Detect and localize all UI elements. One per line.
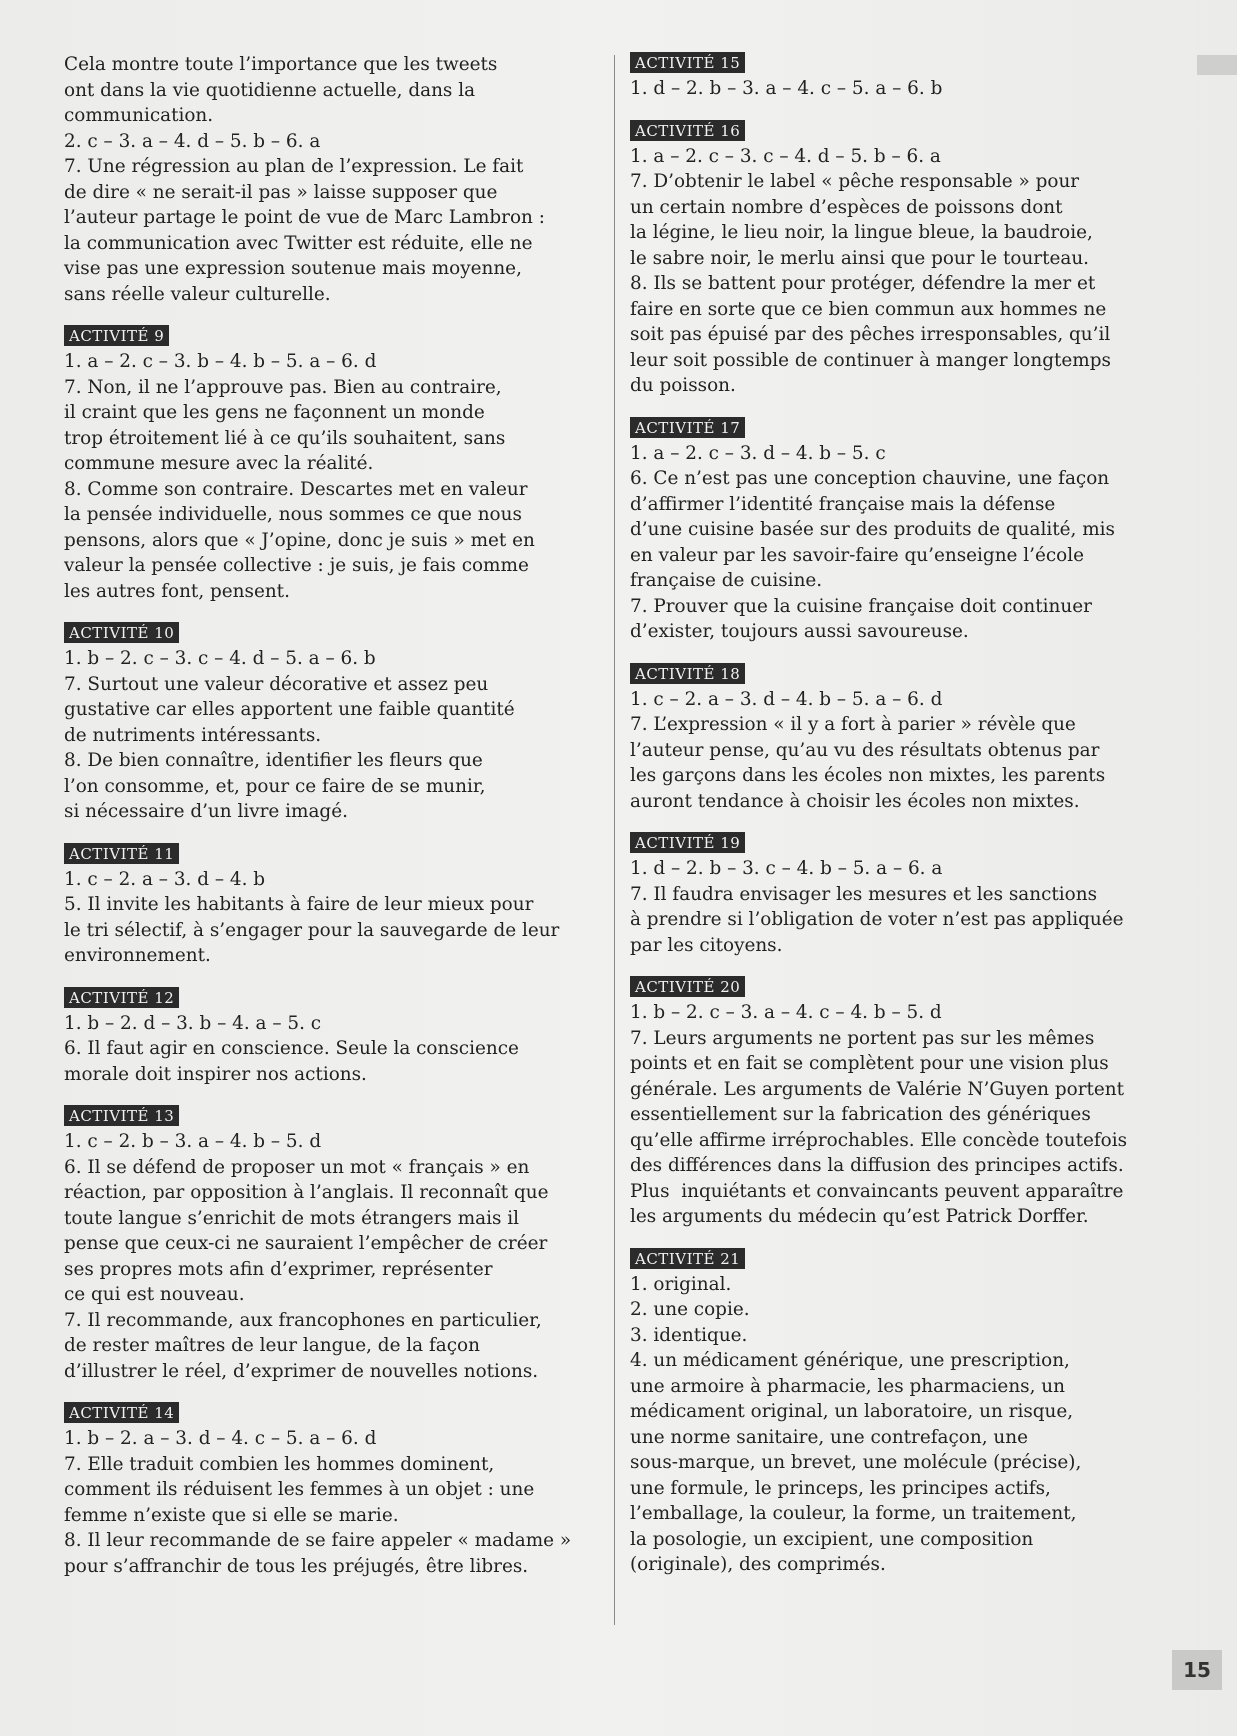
text-line: la légine, le lieu noir, la lingue bleue, la baudroie,: [630, 222, 1093, 243]
text-line: la communication avec Twitter est réduite, elle ne: [64, 232, 533, 254]
text-line: 7. Non, il ne l’approuve pas. Bien au contraire,: [64, 376, 502, 398]
activity-label: ACTIVITÉ 15: [630, 52, 745, 73]
activity-label: ACTIVITÉ 9: [64, 325, 169, 346]
text-line: environnement.: [64, 945, 211, 966]
text-line: 1. a – 2. c – 3. c – 4. d – 5. b – 6. a: [630, 145, 941, 167]
left-column: [64, 50, 604, 1597]
page-edge-mark: [1197, 55, 1237, 75]
text-line: 8. Il leur recommande de se faire appeler « madame »: [64, 1530, 572, 1551]
text-line: 1. b – 2. c – 3. a – 4. c – 4. b – 5. d: [630, 1002, 942, 1023]
text-line: 1. b – 2. a – 3. d – 4. c – 5. a – 6. d: [64, 1428, 377, 1449]
text-line: une formule, le princeps, les principes actifs,: [630, 1477, 1051, 1499]
text-line: commune mesure avec la réalité.: [64, 453, 374, 474]
right-column: [630, 50, 1150, 1596]
text-line: 4. un médicament générique, une prescription,: [630, 1350, 1070, 1371]
activity-label: ACTIVITÉ 14: [64, 1402, 179, 1423]
text-line: de rester maîtres de leur langue, de la façon: [64, 1335, 480, 1356]
text-line: 2. c – 3. a – 4. d – 5. b – 6. a: [64, 130, 321, 152]
text-line: points et en fait se complètent pour une vision plus: [630, 1053, 1109, 1074]
text-line: ont dans la vie quotidienne actuelle, dans la: [64, 79, 476, 101]
text-line: 8. De bien connaître, identifier les fleurs que: [64, 750, 483, 771]
activity-label: ACTIVITÉ 10: [64, 622, 179, 643]
text-line: par les citoyens.: [630, 934, 783, 956]
answer-block: [64, 987, 604, 1088]
text-line: 7. Une régression au plan de l’expression. Le fait: [64, 156, 524, 177]
text-line: sans réelle valeur culturelle.: [64, 283, 331, 305]
activity-label: ACTIVITÉ 20: [630, 976, 745, 997]
text-line: 1. c – 2. a – 3. d – 4. b: [64, 868, 266, 890]
text-line: l’auteur pense, qu’au vu des résultats obtenus par: [630, 739, 1100, 761]
text-line: 7. Leurs arguments ne portent pas sur les mêmes: [630, 1027, 1095, 1049]
text-line: d’exister, toujours aussi savoureuse.: [630, 621, 969, 642]
text-line: pense que ceux-ci ne sauraient l’empêcher de créer: [64, 1233, 548, 1254]
text-line: 1. c – 2. a – 3. d – 4. b – 5. a – 6. d: [630, 688, 943, 710]
text-line: valeur la pensée collective : je suis, je fais comme: [64, 555, 529, 576]
text-line: 3. identique.: [630, 1324, 748, 1346]
text-line: 6. Il se défend de proposer un mot « français » en: [64, 1156, 530, 1178]
text-line: la pensée individuelle, nous sommes ce que nous: [64, 504, 522, 525]
text-line: il craint que les gens ne façonnent un monde: [64, 402, 485, 423]
text-line: 6. Ce n’est pas une conception chauvine, une façon: [630, 468, 1110, 489]
text-line: sous-marque, un brevet, une molécule (précise),: [630, 1452, 1082, 1473]
text-line: de dire « ne serait-il pas » laisse supposer que: [64, 181, 498, 203]
text-line: trop étroitement lié à ce qu’ils souhaitent, sans: [64, 427, 506, 449]
answer-block: [630, 52, 1150, 102]
text-line: réaction, par opposition à l’anglais. Il reconnaît que: [64, 1182, 549, 1203]
answer-block: [630, 663, 1150, 815]
text-line: 7. L’expression « il y a fort à parier » révèle que: [630, 714, 1076, 735]
activity-label: ACTIVITÉ 12: [64, 987, 179, 1008]
text-line: ses propres mots afin d’exprimer, représenter: [64, 1258, 493, 1280]
text-line: 7. Elle traduit combien les hommes dominent,: [64, 1453, 495, 1475]
text-line: générale. Les arguments de Valérie N’Guyen portent: [630, 1078, 1124, 1100]
text-line: pour s’affranchir de tous les préjugés, être libres.: [64, 1555, 529, 1577]
text-line: 1. d – 2. b – 3. a – 4. c – 5. a – 6. b: [630, 78, 943, 99]
text-line: française de cuisine.: [630, 570, 823, 591]
text-line: 1. b – 2. c – 3. c – 4. d – 5. a – 6. b: [64, 648, 376, 669]
activity-label: ACTIVITÉ 19: [630, 832, 745, 853]
answer-block: [64, 1105, 604, 1384]
text-line: 1. d – 2. b – 3. c – 4. b – 5. a – 6. a: [630, 858, 943, 879]
text-line: la posologie, un excipient, une composition: [630, 1528, 1034, 1550]
text-line: l’emballage, la couleur, la forme, un traitement,: [630, 1503, 1077, 1524]
text-line: du poisson.: [630, 375, 736, 396]
answer-block: [630, 1248, 1150, 1578]
text-line: soit pas épuisé par des pêches irresponsables, qu’il: [630, 324, 1111, 345]
text-line: 8. Ils se battent pour protéger, défendre la mer et: [630, 273, 1096, 294]
text-line: auront tendance à choisir les écoles non mixtes.: [630, 790, 1080, 812]
text-line: 1. original.: [630, 1273, 732, 1295]
text-line: d’affirmer l’identité française mais la défense: [630, 493, 1056, 515]
text-line: l’auteur partage le point de vue de Marc Lambron :: [64, 207, 545, 228]
text-line: comment ils réduisent les femmes à un objet : une: [64, 1479, 535, 1500]
text-line: qu’elle affirme irréprochables. Elle concède toutefois: [630, 1129, 1128, 1151]
activity-label: ACTIVITÉ 21: [630, 1248, 745, 1269]
answer-block: [64, 1402, 604, 1579]
answer-block: [64, 843, 604, 969]
text-line: (originale), des comprimés.: [630, 1554, 886, 1575]
text-line: 7. Surtout une valeur décorative et assez peu: [64, 673, 489, 695]
answer-block: [64, 325, 604, 604]
text-line: les garçons dans les écoles non mixtes, les parents: [630, 765, 1106, 786]
text-line: le tri sélectif, à s’engager pour la sauvegarde de leur: [64, 919, 560, 941]
text-line: médicament original, un laboratoire, un risque,: [630, 1401, 1074, 1422]
text-line: 5. Il invite les habitants à faire de leur mieux pour: [64, 894, 534, 915]
text-line: 7. D’obtenir le label « pêche responsable » pour: [630, 171, 1080, 192]
page-number: 15: [1172, 1650, 1222, 1690]
text-line: en valeur par les savoir-faire qu’enseigne l’école: [630, 544, 1085, 566]
text-line: les arguments du médecin qu’est Patrick Dorffer.: [630, 1206, 1089, 1227]
answer-block: [630, 417, 1150, 645]
text-line: d’une cuisine basée sur des produits de qualité, mis: [630, 519, 1115, 540]
text-line: 1. b – 2. d – 3. b – 4. a – 5. c: [64, 1012, 322, 1034]
text-line: à prendre si l’obligation de voter n’est pas appliquée: [630, 909, 1124, 930]
text-line: toute langue s’enrichit de mots étrangers mais il: [64, 1207, 520, 1229]
answer-block: [64, 622, 604, 825]
text-line: une norme sanitaire, une contrefaçon, une: [630, 1426, 1028, 1448]
column-divider: [614, 55, 615, 1625]
activity-label: ACTIVITÉ 17: [630, 417, 745, 438]
activity-label: ACTIVITÉ 13: [64, 1105, 179, 1126]
text-line: 7. Il faudra envisager les mesures et les sanctions: [630, 883, 1098, 905]
activity-label: ACTIVITÉ 18: [630, 663, 745, 684]
text-line: 1. a – 2. c – 3. d – 4. b – 5. c: [630, 442, 886, 464]
text-line: d’illustrer le réel, d’exprimer de nouvelles notions.: [64, 1360, 539, 1382]
text-line: un certain nombre d’espèces de poissons dont: [630, 196, 1063, 218]
text-line: si nécessaire d’un livre imagé.: [64, 801, 348, 822]
text-line: 2. une copie.: [630, 1299, 750, 1320]
text-line: ce qui est nouveau.: [64, 1284, 245, 1305]
text-line: femme n’existe que si elle se marie.: [64, 1504, 399, 1526]
activity-label: ACTIVITÉ 16: [630, 120, 745, 141]
text-line: essentiellement sur la fabrication des génériques: [630, 1104, 1091, 1125]
text-line: une armoire à pharmacie, les pharmaciens, un: [630, 1375, 1065, 1397]
activity-label: ACTIVITÉ 11: [64, 843, 179, 864]
text-line: 6. Il faut agir en conscience. Seule la conscience: [64, 1038, 519, 1059]
text-line: 7. Prouver que la cuisine française doit continuer: [630, 595, 1092, 617]
text-line: 1. c – 2. b – 3. a – 4. b – 5. d: [64, 1131, 322, 1152]
text-line: leur soit possible de continuer à manger longtemps: [630, 349, 1111, 371]
text-line: vise pas une expression soutenue mais moyenne,: [64, 258, 522, 279]
text-line: de nutriments intéressants.: [64, 724, 322, 746]
text-line: les autres font, pensent.: [64, 580, 290, 602]
text-line: morale doit inspirer nos actions.: [64, 1063, 367, 1085]
text-line: 7. Il recommande, aux francophones en particulier,: [64, 1309, 542, 1331]
text-line: gustative car elles apportent une faible quantité: [64, 699, 515, 720]
answer-block: [630, 976, 1150, 1230]
text-line: le sabre noir, le merlu ainsi que pour le tourteau.: [630, 247, 1090, 269]
text-line: faire en sorte que ce bien commun aux hommes ne: [630, 298, 1107, 320]
text-line: 8. Comme son contraire. Descartes met en valeur: [64, 478, 528, 500]
text-line: Plus inquiétants et convaincants peuvent apparaître: [630, 1180, 1124, 1202]
text-line: pensons, alors que « J’opine, donc je suis » met en: [64, 529, 535, 551]
answer-block: [630, 120, 1150, 399]
text-line: des différences dans la diffusion des principes actifs.: [630, 1155, 1124, 1176]
text-line: 1. a – 2. c – 3. b – 4. b – 5. a – 6. d: [64, 351, 377, 372]
answer-block: [64, 52, 604, 307]
answer-block: [630, 832, 1150, 958]
text-line: communication.: [64, 105, 214, 126]
text-line: l’on consomme, et, pour ce faire de se munir,: [64, 775, 486, 797]
text-line: Cela montre toute l’importance que les tweets: [64, 54, 498, 75]
